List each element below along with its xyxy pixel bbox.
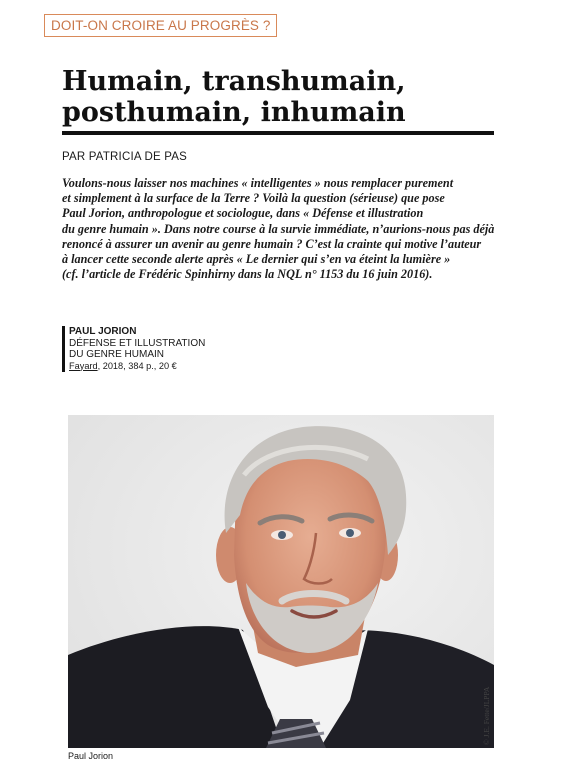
title-line-1: Humain, transhumain,	[62, 66, 406, 97]
article-lede	[62, 176, 502, 282]
book-title-line-1: DÉFENSE ET ILLUSTRATION	[69, 337, 206, 349]
lede-line-6: à lancer cette seconde alerte après « Le dernier qui s’en va éteint la lumière »	[62, 252, 451, 267]
book-reference	[62, 326, 205, 372]
lede-line-4: du genre humain ». Dans notre course à la survie immédiate, n’aurions-nous pas déjà	[62, 221, 495, 236]
book-publication	[69, 361, 205, 373]
book-publisher: Fayard	[69, 360, 98, 371]
author-portrait	[68, 415, 494, 748]
title-line-2: posthumain, inhumain	[62, 97, 406, 128]
lede-line-2: et simplement à la surface de la Terre ? Voilà la question (sérieuse) que pose	[62, 191, 445, 206]
byline: PAR PATRICIA DE PAS	[62, 151, 188, 163]
portrait-illustration	[68, 415, 494, 748]
title-divider	[62, 131, 494, 135]
lede-line-5: renoncé à assurer un avenir au genre humain ? C’est la crainte qui motive l’auteur	[62, 236, 482, 251]
lede-line-3: Paul Jorion, anthropologue et sociologue, dans « Défense et illustration	[62, 206, 424, 221]
lede-line-1: Voulons-nous laisser nos machines « intelligentes » nous remplacer purement	[62, 176, 454, 190]
photo-credit: © J.E. Fette/JLPPA	[482, 686, 491, 745]
book-details: , 2018, 384 p., 20 €	[97, 360, 177, 371]
photo-caption: Paul Jorion	[68, 751, 114, 761]
book-title-line-2: DU GENRE HUMAIN	[69, 349, 165, 360]
lede-line-7: (cf. l’article de Frédéric Spinhirny dans la NQL n° 1153 du 16 juin 2016).	[62, 267, 433, 282]
article-title	[62, 66, 502, 128]
section-rubric: DOIT-ON CROIRE AU PROGRÈS ?	[44, 14, 277, 37]
book-author: PAUL JORION	[69, 326, 137, 337]
